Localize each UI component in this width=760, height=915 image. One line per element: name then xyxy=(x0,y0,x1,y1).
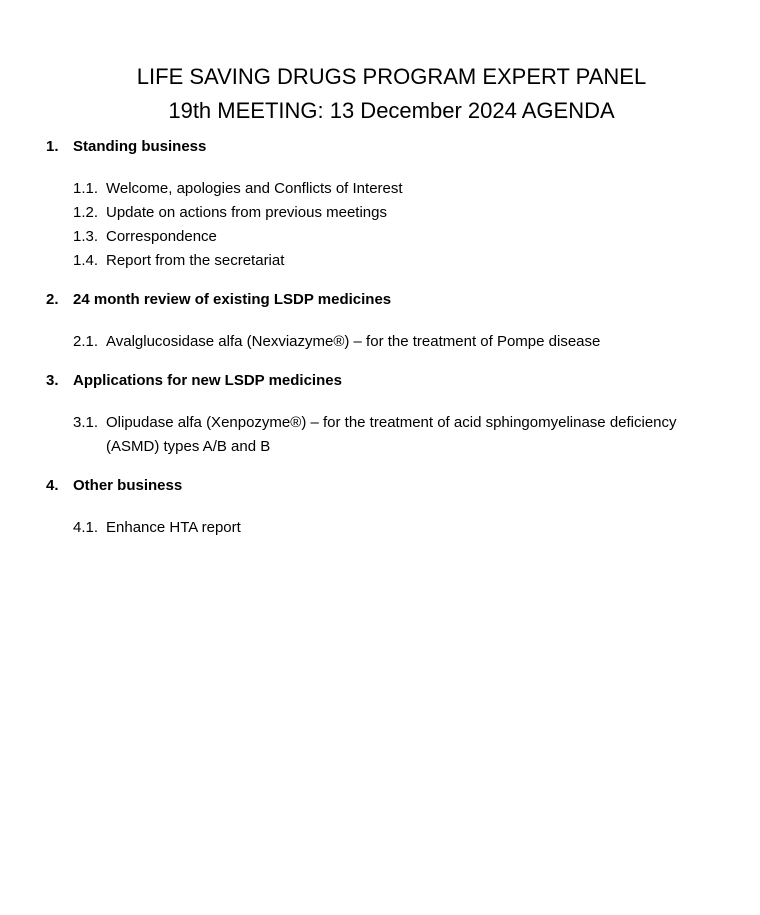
item-number: 4.1. xyxy=(73,519,99,536)
section-title: Applications for new LSDP medicines xyxy=(73,372,342,389)
section-title: Standing business xyxy=(73,138,207,155)
section-number: 4. xyxy=(46,477,59,494)
item-number: 1.4. xyxy=(73,252,99,269)
agenda-item xyxy=(73,516,726,540)
agenda-item xyxy=(73,225,726,249)
section-title: Other business xyxy=(73,477,183,494)
agenda-section-3 xyxy=(46,370,726,459)
item-text: Welcome, apologies and Conflicts of Interest xyxy=(106,180,403,197)
item-number: 1.2. xyxy=(73,204,99,221)
item-text: Avalglucosidase alfa (Nexviazyme®) – for the treatment of Pompe disease xyxy=(106,333,601,350)
item-number: 3.1. xyxy=(73,414,99,431)
agenda-item xyxy=(73,411,726,459)
agenda-section-4 xyxy=(46,475,726,540)
title-line-1: LIFE SAVING DRUGS PROGRAM EXPERT PANEL xyxy=(136,64,647,89)
item-text: Enhance HTA report xyxy=(106,519,241,536)
item-text: Report from the secretariat xyxy=(106,252,285,269)
document-title xyxy=(0,60,760,128)
agenda-item xyxy=(73,249,726,273)
agenda-section-2 xyxy=(46,289,726,354)
agenda-section-1 xyxy=(46,136,726,273)
item-number: 2.1. xyxy=(73,333,99,350)
agenda-item xyxy=(73,177,726,201)
section-title: 24 month review of existing LSDP medicines xyxy=(73,291,392,308)
section-items xyxy=(73,516,726,540)
section-items xyxy=(73,330,726,354)
agenda-list xyxy=(46,136,726,556)
item-text: Update on actions from previous meetings xyxy=(106,204,387,221)
section-heading xyxy=(46,136,726,158)
section-items xyxy=(73,411,726,459)
section-number: 3. xyxy=(46,372,59,389)
section-heading xyxy=(46,370,726,392)
item-text: Correspondence xyxy=(106,228,217,245)
section-heading xyxy=(46,475,726,497)
section-number: 1. xyxy=(46,138,59,155)
section-number: 2. xyxy=(46,291,59,308)
agenda-item xyxy=(73,330,726,354)
section-heading xyxy=(46,289,726,311)
title-line-2: 19th MEETING: 13 December 2024 AGENDA xyxy=(168,98,615,123)
item-number: 1.3. xyxy=(73,228,99,245)
agenda-item xyxy=(73,201,726,225)
item-text: Olipudase alfa (Xenpozyme®) – for the treatment of acid sphingomyelinase deficiency (ASMD) types A/B and B xyxy=(106,414,677,455)
item-number: 1.1. xyxy=(73,180,99,197)
section-items xyxy=(73,177,726,273)
